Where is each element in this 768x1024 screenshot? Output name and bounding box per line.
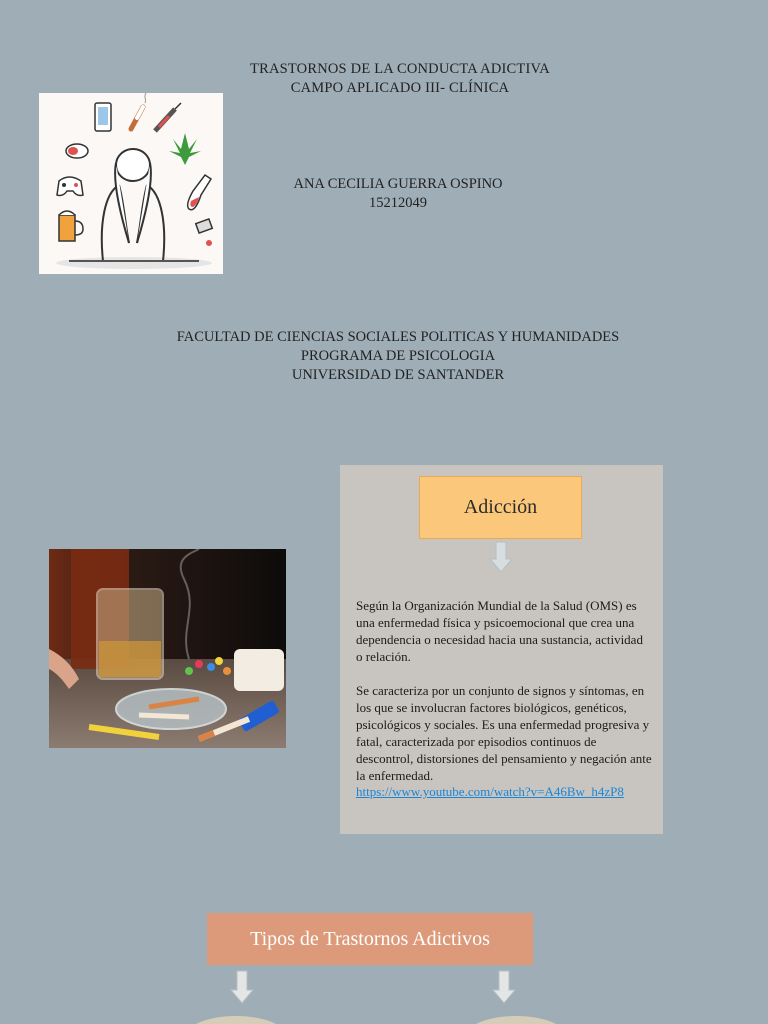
syringe-icon	[155, 103, 181, 131]
title-line-2: CAMPO APLICADO III- CLÍNICA	[290, 80, 510, 96]
definition-paragraph-2: Se caracteriza por un conjunto de signos y síntomas, en los que se involucran factores biológicos, genéticos, psicológicos y sociales. Es una enfermedad progresiva y fatal, caracterizada por episodios continuos de descontrol, distorsiones del pensamiento y negación ante la enfermedad.	[356, 683, 652, 783]
youtube-link[interactable]: https://www.youtube.com/watch?v=A46Bw_h4zP8	[356, 784, 624, 799]
phone-icon	[95, 103, 111, 131]
razor-blade-icon	[196, 219, 213, 246]
institution-info	[0, 328, 768, 385]
cigarette-icon	[131, 93, 146, 129]
title-line-1: TRASTORNOS DE LA CONDUCTA ADICTIVA	[250, 61, 550, 77]
author-info	[0, 175, 768, 213]
category-shape-left	[186, 1016, 286, 1024]
author-name: ANA CECILIA GUERRA OSPINO	[293, 176, 503, 192]
cannabis-leaf-icon	[169, 133, 201, 165]
addiction-heading-box: Adicción	[419, 476, 582, 539]
beer-mug-icon	[59, 211, 83, 241]
definition-text	[356, 597, 652, 799]
category-shape-right	[466, 1016, 566, 1024]
program-name: PROGRAMA DE PSICOLOGIA	[300, 348, 496, 364]
down-arrow-icon	[492, 970, 516, 1004]
substances-photo-svg	[49, 549, 286, 748]
down-arrow-icon	[230, 970, 254, 1004]
faculty-name: FACULTAD DE CIENCIAS SOCIALES POLITICAS Y HUMANIDADES	[176, 329, 620, 345]
pills-icon	[66, 144, 88, 158]
university-name: UNIVERSIDAD DE SANTANDER	[291, 367, 505, 383]
substances-photo	[49, 549, 286, 748]
definition-paragraph-1: Según la Organización Mundial de la Salud (OMS) es una enfermedad física y psicoemocional que crea una dependencia o necesidad hacia una sustancia, actividad o relación.	[356, 598, 643, 664]
addiction-definition-card	[340, 465, 663, 834]
addiction-types-heading: Tipos de Trastornos Adictivos	[207, 913, 533, 965]
down-arrow-icon	[489, 541, 513, 573]
student-id: 15212049	[369, 195, 427, 211]
